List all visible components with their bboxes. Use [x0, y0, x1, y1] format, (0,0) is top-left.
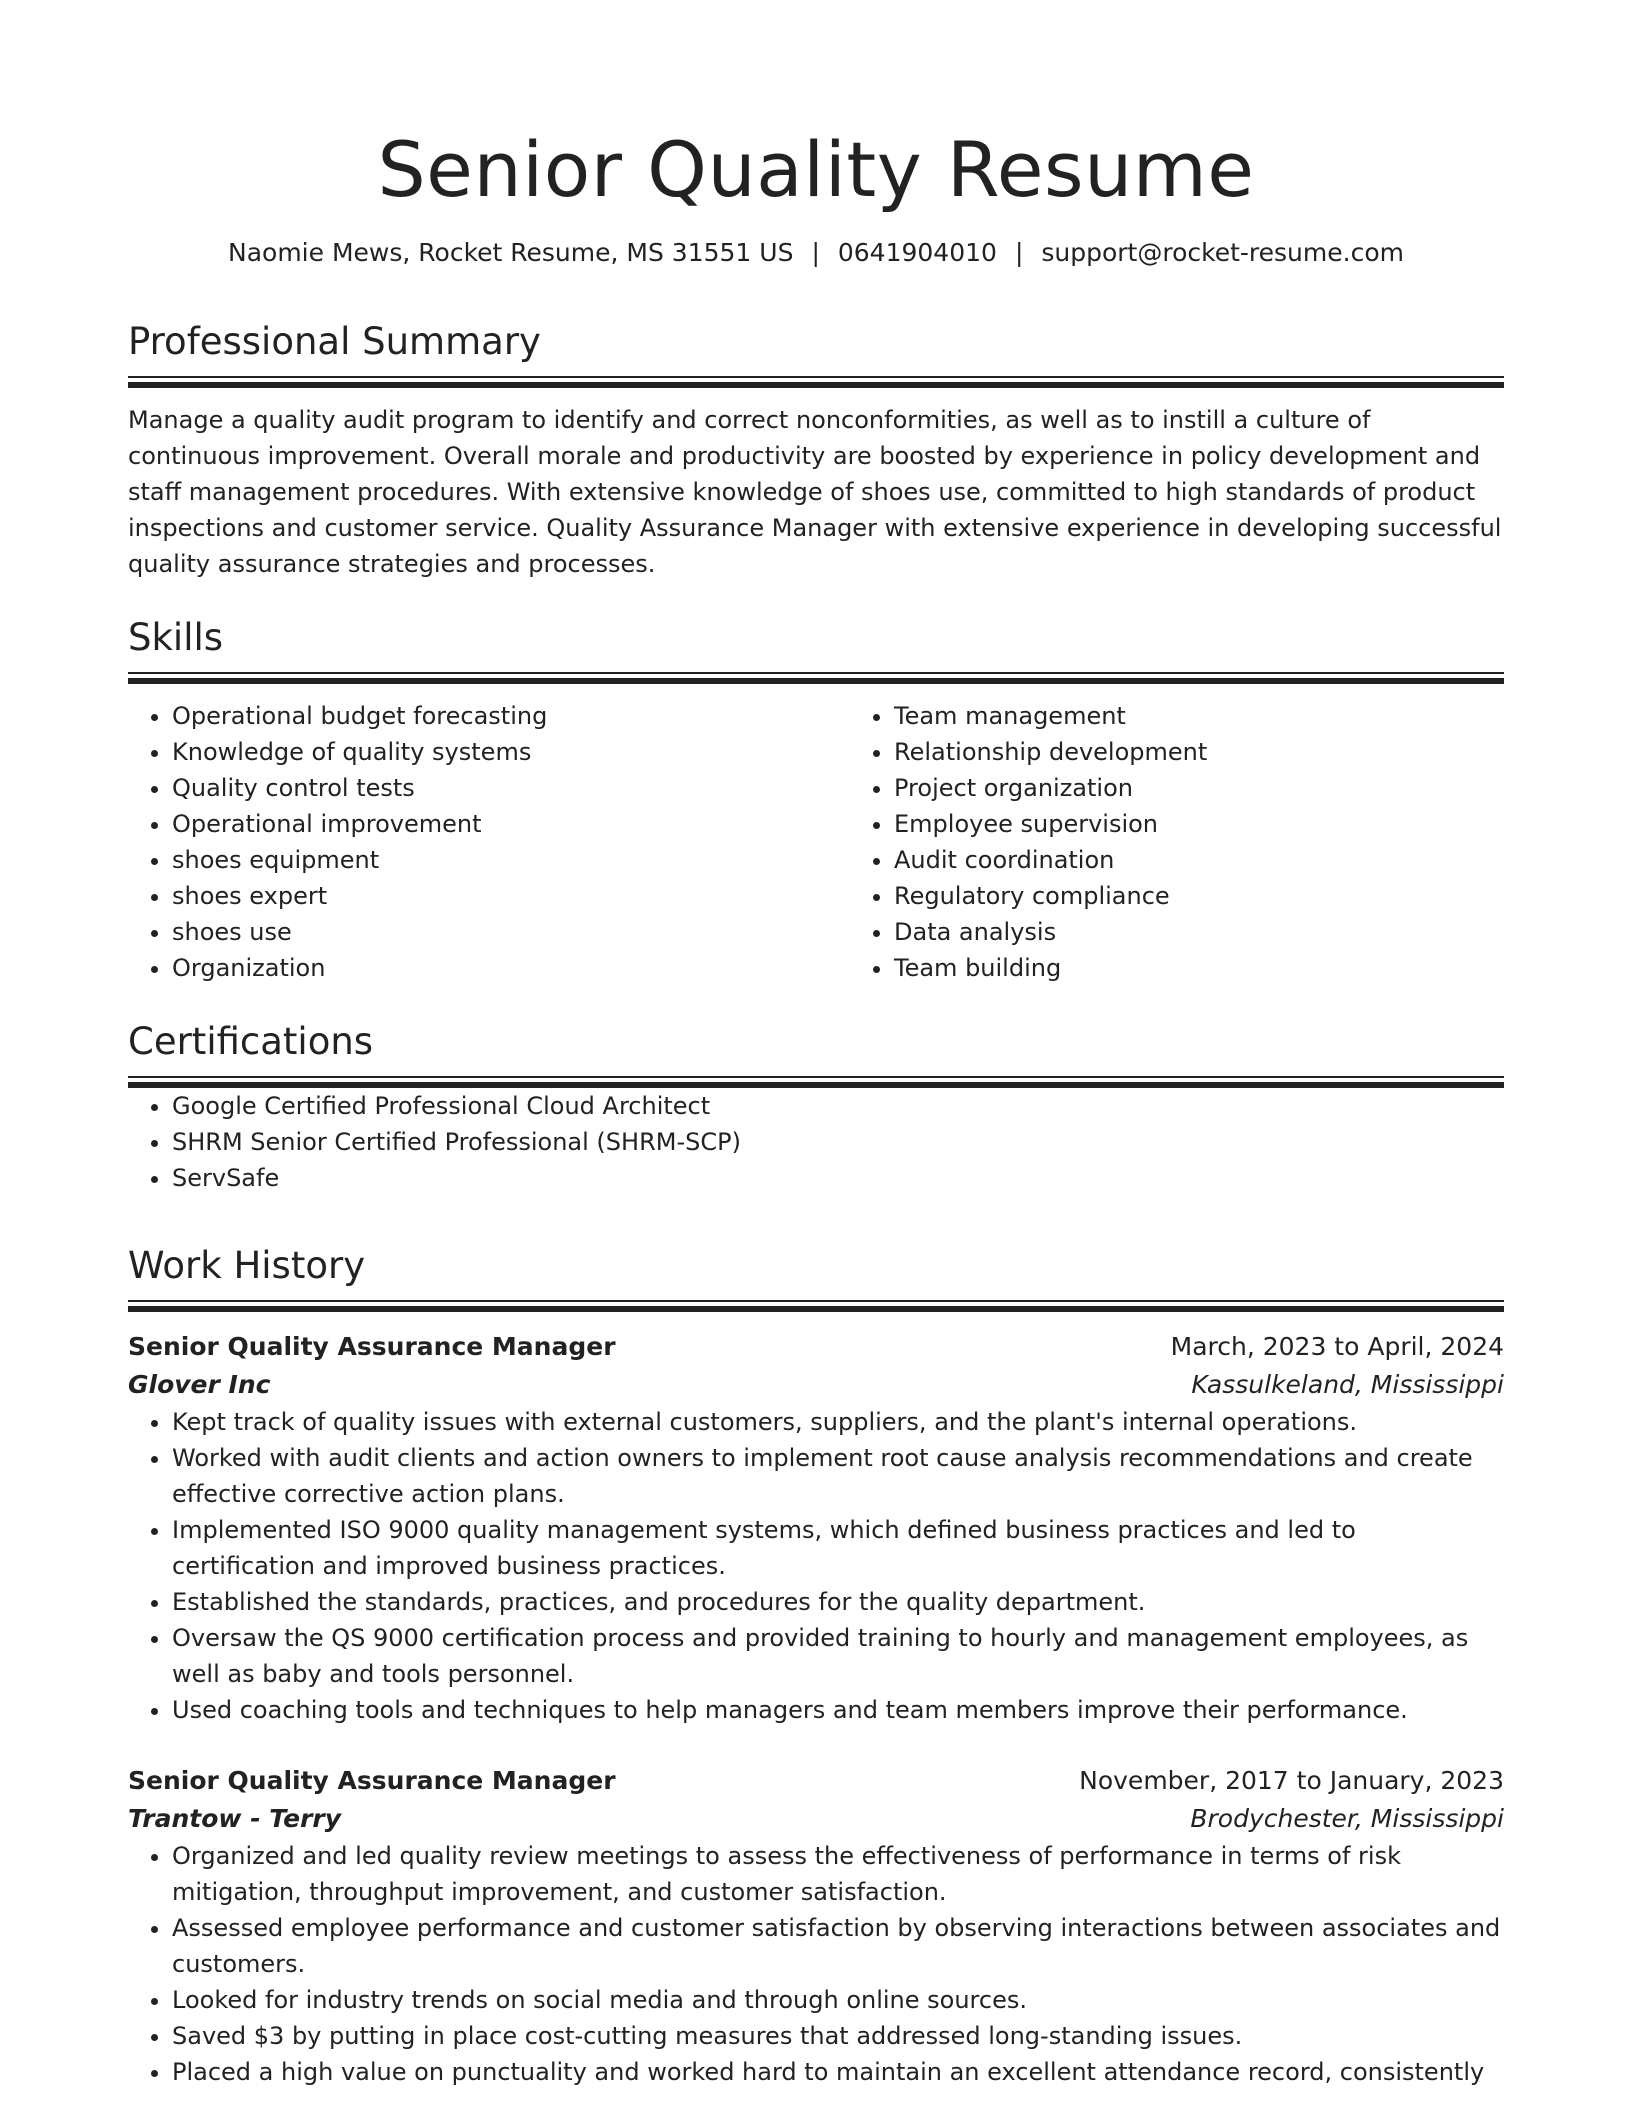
job-duty: • Kept track of quality issues with external customers, suppliers, and the plant's internal operations. — [172, 1404, 1504, 1440]
job-header — [128, 1762, 1504, 1800]
skill-item: • Data analysis — [894, 914, 1572, 950]
job-duty: • Organized and led quality review meetings to assess the effectiveness of performance in terms of risk mitigation, throughput improvement, and customer satisfaction. — [172, 1838, 1504, 1910]
skill-item: • Team building — [894, 950, 1572, 986]
job-title: Senior Quality Assurance Manager — [128, 1766, 616, 1795]
skill-item: • shoes expert — [172, 878, 850, 914]
certification-item: • ServSafe — [172, 1160, 1504, 1196]
section-divider — [128, 1076, 1504, 1088]
job-duty: • Established the standards, practices, and procedures for the quality department. — [172, 1584, 1504, 1620]
job-entry — [128, 1328, 1504, 1728]
skills-list-left — [128, 698, 850, 986]
skills-list-right — [850, 698, 1572, 986]
skill-item: • Team management — [894, 698, 1572, 734]
contact-line — [128, 236, 1504, 270]
job-duty: • Saved $3 by putting in place cost-cutting measures that addressed long-standing issues. — [172, 2018, 1504, 2054]
skill-item: • shoes equipment — [172, 842, 850, 878]
skills-section — [128, 614, 1504, 986]
job-duty: • Used coaching tools and techniques to help managers and team members improve their performance. — [172, 1692, 1504, 1728]
section-heading: Professional Summary — [128, 320, 541, 363]
skill-item: • Quality control tests — [172, 770, 850, 806]
job-location: Kassulkeland, Mississippi — [1191, 1370, 1504, 1399]
skill-item: • Operational improvement — [172, 806, 850, 842]
skill-item: • Operational budget forecasting — [172, 698, 850, 734]
skill-item: • Relationship development — [894, 734, 1572, 770]
contact-separator: | — [1014, 238, 1024, 267]
job-duty: • Looked for industry trends on social media and through online sources. — [172, 1982, 1504, 2018]
skills-grid — [128, 698, 1504, 986]
job-title: Senior Quality Assurance Manager — [128, 1332, 616, 1361]
job-company: Glover Inc — [128, 1370, 271, 1399]
section-heading: Certifications — [128, 1020, 374, 1063]
job-duty: • Worked with audit clients and action owners to implement root cause analysis recommendations and create effective corrective action plans. — [172, 1440, 1504, 1512]
job-subheader — [128, 1800, 1504, 1838]
contact-address: Naomie Mews, Rocket Resume, MS 31551 US — [228, 238, 794, 267]
job-duties-list — [128, 1404, 1504, 1728]
section-divider — [128, 672, 1504, 684]
job-duty: • Implemented ISO 9000 quality management systems, which defined business practices and led to certification and improved business practices. — [172, 1512, 1504, 1584]
job-duties-list — [128, 1838, 1504, 2090]
skill-item: • shoes use — [172, 914, 850, 950]
certification-item: • SHRM Senior Certified Professional (SHRM-SCP) — [172, 1124, 1504, 1160]
skill-item: • Employee supervision — [894, 806, 1572, 842]
skill-item: • Project organization — [894, 770, 1572, 806]
job-dates: March, 2023 to April, 2024 — [1170, 1332, 1504, 1361]
certifications-section — [128, 1018, 1504, 1196]
job-duty: • Assessed employee performance and customer satisfaction by observing interactions between associates and customers. — [172, 1910, 1504, 1982]
contact-email: support@rocket-resume.com — [1041, 238, 1404, 267]
summary-text: Manage a quality audit program to identify and correct nonconformities, as well as to instill a culture of continuous improvement. Overall morale and productivity are boosted by experience in policy development and staff management procedures. With extensive knowledge of shoes use, committed to high standards of product inspections and customer service. Quality Assurance Manager with extensive experience in developing successful quality assurance strategies and processes. — [128, 406, 1502, 578]
certification-item: • Google Certified Professional Cloud Architect — [172, 1088, 1504, 1124]
work-history-section — [128, 1242, 1504, 2090]
contact-phone: 0641904010 — [837, 238, 997, 267]
section-heading: Skills — [128, 616, 224, 659]
job-duty: • Placed a high value on punctuality and worked hard to maintain an excellent attendance record, consistently — [172, 2054, 1504, 2090]
section-heading: Work History — [128, 1244, 366, 1287]
resume-title: Senior Quality Resume — [377, 125, 1255, 214]
job-duty: • Oversaw the QS 9000 certification process and provided training to hourly and management employees, as well as baby and tools personnel. — [172, 1620, 1504, 1692]
job-company: Trantow - Terry — [128, 1804, 342, 1833]
job-dates: November, 2017 to January, 2023 — [1079, 1766, 1504, 1795]
skill-item: • Organization — [172, 950, 850, 986]
skill-item: • Knowledge of quality systems — [172, 734, 850, 770]
section-divider — [128, 1300, 1504, 1312]
skill-item: • Audit coordination — [894, 842, 1572, 878]
job-subheader — [128, 1366, 1504, 1404]
certifications-list — [128, 1088, 1504, 1196]
contact-separator: | — [811, 238, 820, 267]
job-location: Brodychester, Mississippi — [1190, 1804, 1504, 1833]
skill-item: • Regulatory compliance — [894, 878, 1572, 914]
resume-header — [128, 0, 1504, 270]
professional-summary-section — [128, 318, 1504, 606]
section-divider — [128, 376, 1504, 388]
job-entry — [128, 1762, 1504, 2090]
job-header — [128, 1328, 1504, 1366]
